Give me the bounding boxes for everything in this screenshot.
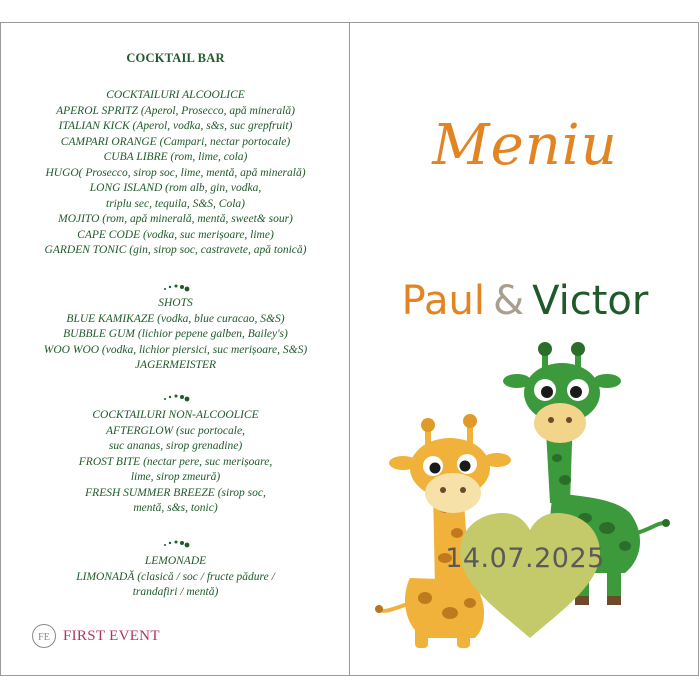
menu-item: CUBA LIBRE (rom, lime, cola)	[103, 151, 248, 163]
menu-item: JAGERMEISTER	[134, 359, 217, 371]
ampersand: &	[492, 278, 525, 324]
divider-dots-icon	[1, 389, 350, 399]
menu-item: FRESH SUMMER BREEZE (sirop soc,	[85, 486, 266, 499]
menu-item: WOO WOO (vodka, lichior piersici, suc merișoare, S&S)	[43, 343, 308, 356]
section-shots	[1, 296, 350, 374]
section-heading: COCKTAILURI ALCOOLICE	[106, 89, 245, 101]
section-heading: COCKTAILURI NON-ALCOOLICE	[92, 409, 259, 421]
name-victor: Victor	[532, 278, 649, 324]
logo-mark: FE	[38, 632, 50, 643]
section-lemonade	[1, 554, 350, 601]
first-event-logo-icon	[31, 623, 57, 649]
menu-item: APEROL SPRITZ (Aperol, Prosecco, apă minerală)	[56, 104, 295, 117]
menu-item: GARDEN TONIC (gin, sirop soc, castravete, apă tonică)	[44, 244, 307, 256]
menu-item: HUGO( Prosecco, sirop soc, lime, mentă, apă minerală)	[45, 166, 306, 179]
menu-item: mentă, s&s, tonic)	[133, 502, 218, 514]
cocktail-bar-title: COCKTAIL BAR	[126, 51, 225, 65]
menu-item: CAPE CODE (vodka, suc merișoare, lime)	[77, 228, 274, 241]
menu-item: AFTERGLOW (suc portocale,	[106, 424, 245, 437]
menu-item: lime, sirop zmeură)	[130, 471, 221, 483]
logo-text: FIRST EVENT	[63, 627, 160, 644]
right-panel	[350, 23, 700, 675]
menu-item: CAMPARI ORANGE (Campari, nectar portocale)	[60, 135, 291, 148]
section-non-alcoholic	[1, 408, 350, 517]
menu-item: BLUE KAMIKAZE (vodka, blue curacao, S&S)	[66, 312, 285, 325]
giraffes-heart-illustration	[375, 318, 685, 648]
menu-item: suc ananas, sirop grenadine)	[108, 440, 243, 452]
menu-item: FROST BITE (nectar pere, suc merișoare,	[78, 455, 273, 468]
menu-item: ITALIAN KICK (Aperol, vodka, s&s, suc grepfruit)	[58, 120, 293, 132]
menu-item: MOJITO (rom, apă minerală, mentă, sweet& sour)	[58, 213, 293, 225]
first-event-logo	[31, 623, 160, 649]
section-alcoholic	[1, 88, 350, 259]
divider-dots-icon	[1, 279, 350, 289]
left-panel	[1, 23, 350, 675]
menu-item: triplu sec, tequila, S&S, Cola)	[106, 197, 245, 210]
name-paul: Paul	[401, 278, 485, 324]
menu-heading: Meniu	[432, 113, 618, 178]
section-heading: LEMONADE	[144, 555, 207, 567]
divider-dots-icon	[1, 535, 350, 545]
event-date: 14.07.2025	[445, 543, 605, 574]
menu-item: BUBBLE GUM (lichior pepene galben, Bailey's)	[63, 328, 288, 340]
menu-item: LONG ISLAND (rom alb, gin, vodka,	[89, 182, 262, 194]
menu-item: trandafiri / mentă)	[132, 586, 219, 598]
menu-card	[0, 22, 699, 676]
menu-item: LIMONADĂ (clasică / soc / fructe pădure /	[76, 570, 275, 583]
section-heading: SHOTS	[158, 297, 193, 309]
